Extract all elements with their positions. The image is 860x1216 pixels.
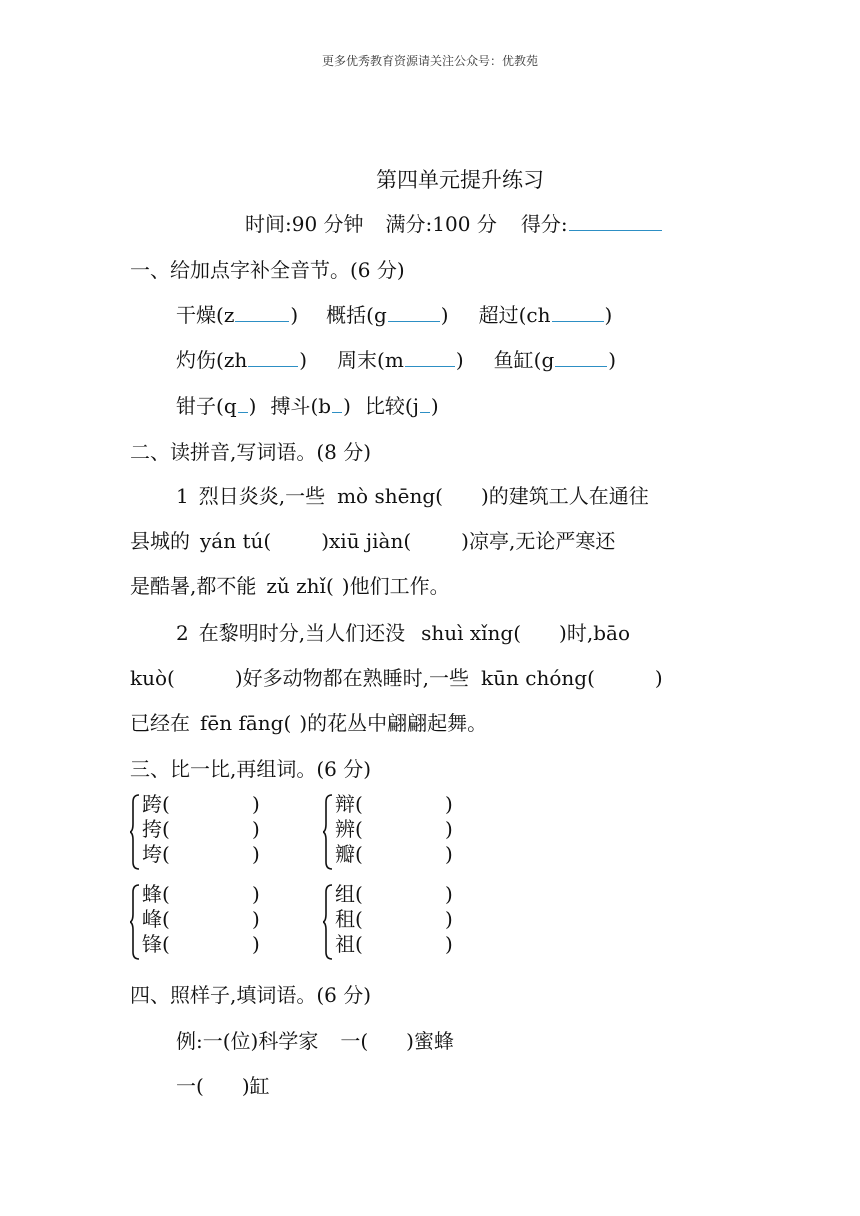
pinyin-prompt: xiū jiàn	[329, 529, 404, 553]
meta-line	[245, 208, 663, 239]
char-row: 租( )	[335, 907, 453, 931]
section2-p1-line1: 1 烈日炎炎,一些 mò shēng( )的建筑工人在通往	[176, 484, 649, 508]
pinyin-item: 搏斗(b )	[270, 394, 350, 418]
pinyin-blank[interactable]	[405, 344, 455, 367]
pinyin-blank[interactable]	[552, 299, 604, 322]
pinyin-blank[interactable]	[388, 299, 440, 322]
section4-row2: 一( )缸	[176, 1074, 270, 1098]
pinyin-item: 灼伤(zh )	[176, 348, 307, 372]
char-row: 挎( )	[142, 817, 260, 841]
section2-p2-line1: 2 在黎明时分,当人们还没 shuì xǐng( )时,bāo	[176, 621, 630, 645]
brace-icon	[130, 884, 140, 960]
char-group	[130, 882, 270, 962]
char-row: 瓣( )	[335, 842, 453, 866]
pinyin-prompt: shuì xǐng	[421, 621, 514, 645]
pinyin-item: 比较(j )	[365, 394, 439, 418]
section2-p2-line2: kuò( )好多动物都在熟睡时,一些 kūn chóng( )	[130, 666, 663, 690]
char-row: 祖( )	[335, 932, 453, 956]
pinyin-blank[interactable]	[555, 344, 607, 367]
pinyin-prompt: mò shēng	[337, 484, 436, 508]
pinyin-item: 超过(ch )	[479, 303, 613, 327]
char-row: 锋( )	[142, 932, 260, 956]
section4-heading: 四、照样子,填词语。(6 分)	[130, 983, 372, 1007]
brace-icon	[323, 884, 333, 960]
pinyin-prompt: kuò	[130, 666, 168, 690]
section1-row3	[176, 389, 439, 423]
pinyin-prompt: fēn fāng	[200, 711, 284, 735]
section2-p1-line3: 是酷暑,都不能 zǔ zhǐ( )他们工作。	[130, 574, 450, 598]
char-row: 跨( )	[142, 792, 260, 816]
pinyin-item: 钳子(q )	[176, 394, 256, 418]
char-row: 蜂( )	[142, 882, 260, 906]
score-label: 得分:	[520, 212, 568, 236]
char-row: 垮( )	[142, 842, 260, 866]
pinyin-prompt: bāo	[593, 621, 630, 645]
section2-p1-line2: 县城的 yán tú( )xiū jiàn( )凉亭,无论严寒还	[130, 529, 616, 553]
char-row: 辨( )	[335, 817, 453, 841]
pinyin-item: 干燥(z )	[176, 303, 298, 327]
section1-row1	[176, 298, 612, 332]
char-group	[323, 792, 463, 872]
page-title: 第四单元提升练习	[376, 168, 544, 192]
full-label: 满分:100 分	[385, 212, 497, 236]
char-group	[130, 792, 270, 872]
section2-p2-line3: 已经在 fēn fāng( )的花丛中翩翩起舞。	[130, 711, 488, 735]
pinyin-blank[interactable]	[238, 390, 248, 413]
time-label: 时间:90 分钟	[245, 212, 364, 236]
pinyin-blank[interactable]	[332, 390, 342, 413]
pinyin-blank[interactable]	[248, 344, 298, 367]
section4-example-row: 例:一(位)科学家 一( )蜜蜂	[176, 1029, 454, 1053]
pinyin-blank[interactable]	[235, 299, 289, 322]
pinyin-item: 周末(m )	[337, 348, 464, 372]
section2-heading: 二、读拼音,写词语。(8 分)	[130, 440, 372, 464]
pinyin-prompt: kūn chóng	[481, 666, 588, 690]
section1-row2	[176, 343, 616, 377]
pinyin-item: 概括(g )	[326, 303, 448, 327]
char-row: 辩( )	[335, 792, 453, 816]
pinyin-blank[interactable]	[420, 390, 430, 413]
brace-icon	[130, 794, 140, 870]
score-blank[interactable]	[569, 208, 662, 231]
header-note: 更多优秀教育资源请关注公众号：优教苑	[321, 54, 538, 68]
pinyin-prompt: zǔ zhǐ	[266, 574, 326, 598]
pinyin-prompt: yán tú	[200, 529, 264, 553]
pinyin-item: 鱼缸(g )	[494, 348, 616, 372]
char-row: 峰( )	[142, 907, 260, 931]
brace-icon	[323, 794, 333, 870]
example-text: 例:一(位)科学家	[176, 1029, 319, 1053]
section3-heading: 三、比一比,再组词。(6 分)	[130, 757, 372, 781]
char-row: 组( )	[335, 882, 453, 906]
char-group	[323, 882, 463, 962]
section1-heading: 一、给加点字补全音节。(6 分)	[130, 258, 405, 282]
